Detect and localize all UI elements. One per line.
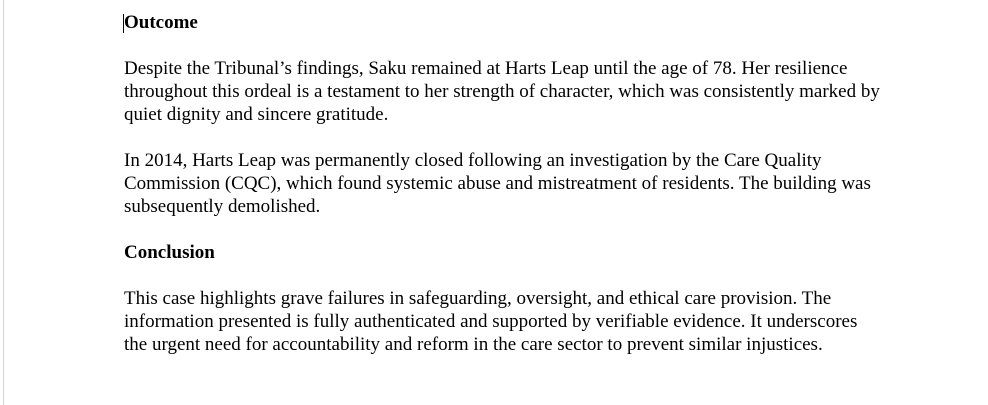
text-cursor — [123, 14, 124, 33]
paragraph-spacer — [124, 264, 884, 287]
paragraph-spacer — [124, 126, 884, 149]
outcome-heading[interactable] — [124, 11, 884, 34]
paragraph-spacer — [124, 218, 884, 241]
outcome-paragraph-1[interactable]: Despite the Tribunal’s findings, Saku remained at Harts Leap until the age of 78. Her resilience throughout this ordeal is a testament to her strength of character, which was consistently marked by quiet dignity and sincere gratitude. — [124, 58, 880, 125]
conclusion-heading[interactable]: Conclusion — [124, 242, 215, 263]
document-body[interactable] — [124, 11, 884, 356]
outcome-heading-text: Outcome — [124, 12, 198, 33]
paragraph-spacer — [124, 34, 884, 57]
page-edge-divider — [3, 0, 4, 405]
outcome-paragraph-2[interactable]: In 2014, Harts Leap was permanently closed following an investigation by the Care Quality Commission (CQC), which found systemic abuse and mistreatment of residents. The building was subsequently demolished. — [124, 150, 871, 217]
conclusion-paragraph[interactable]: This case highlights grave failures in safeguarding, oversight, and ethical care provision. The information presented is fully authenticated and supported by verifiable evidence. It underscores the urgent need for accountability and reform in the care sector to prevent similar injustices. — [124, 288, 858, 355]
